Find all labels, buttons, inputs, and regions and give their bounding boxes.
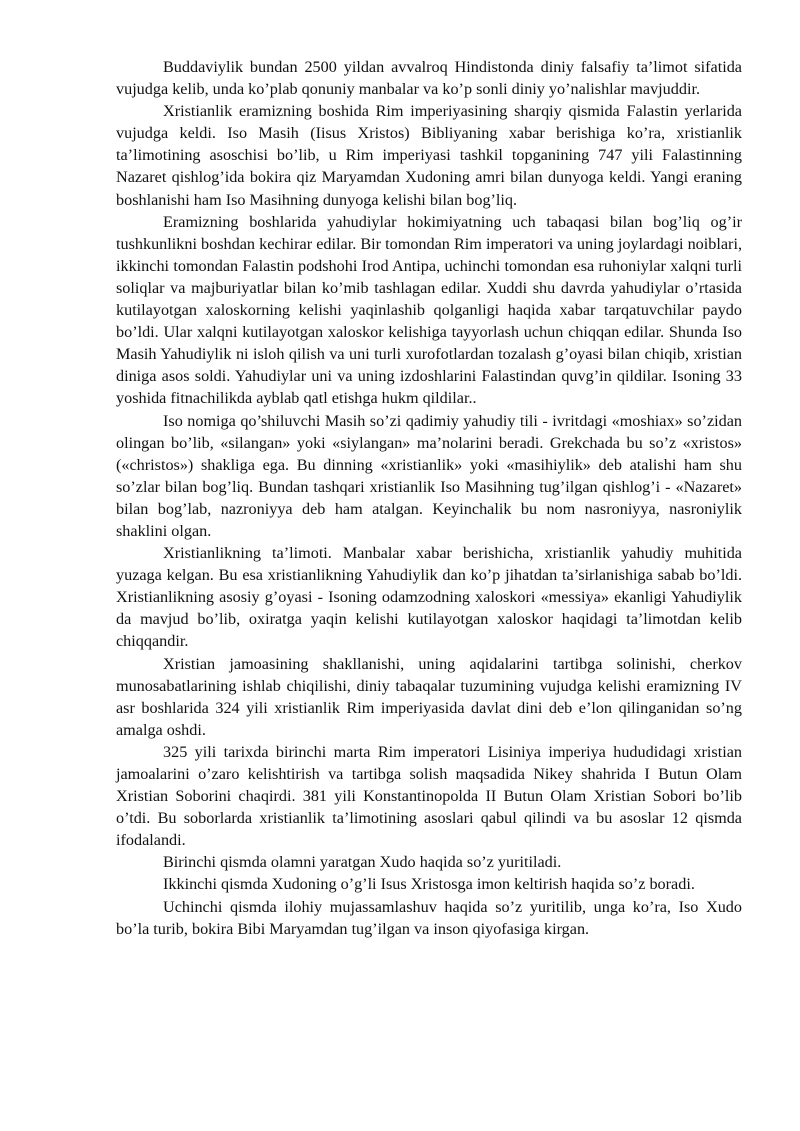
paragraph-christian-doctrine: Xristianlikning ta’limoti. Manbalar xabar berishicha, xristianlik yahudiy muhitida yuzaga kelgan. Bu esa xristianlikning Yahudiylik dan ko’p jihatdan ta’sirlanishiga sabab bo’ldi. Xristianlikning asosiy g’oyasi - Isoning odamzodning xaloskori «messiya» ekanligi Yahudiylik da mavjud bo’lib, oxiratga yaqin kelishi kutilayotgan xaloskor haqidagi ta’limotdan kelib chiqqandir. <box>116 544 742 651</box>
paragraph-buddhism: Buddaviylik bundan 2500 yildan avvalroq Hindistonda diniy falsafiy ta’limot sifatida vujudga kelib, unda ko’plab qonuniy manbalar va ko’p sonli diniy yo’nalishlar mavjuddir. <box>116 58 742 99</box>
paragraph-name-messiah: Iso nomiga qo’shiluvchi Masih so’zi qadimiy yahudiy tili - ivritdagi «moshiax» so’zidan olingan bo’lib, «silangan» yoki «siylangan» ma’nolarini beradi. Grekchada bu so’z «xristos» («christos») shakliga ega. Bu dinning «xristianlik» yoki «masihiylik» deb atalishi ham shu so’zlar bilan bog’liq. Bundan tashqari xristianlik Iso Masihning tug’ilgan qishlog’i - «Nazaret» bilan bog’lab, nazroniyya deb ham atalgan. Keyinchalik bu nom nasroniyya, nasroniylik shaklini olgan. <box>116 411 742 540</box>
paragraph-jewish-hardship: Eramizning boshlarida yahudiylar hokimiyatning uch tabaqasi bilan bog’liq og’ir tushkunlikni boshdan kechirar edilar. Bir tomondan Rim imperatori va uning joylardagi noiblari, ikkinchi tomondan Falastin podshohi Irod Antipa, uchinchi tomondan esa ruhoniylar xalqni turli soliqlar va majburiyatlar bilan ko’mib tashlagan edilar. Xuddi shu davrda yahudiylar o’rtasida kutilayotgan xaloskorning kelishi yaqinlashib qolganligi haqida xabar tarqatuvchilar paydo bo’ldi. Ular xalqni kutilayotgan xaloskor kelishiga tayyorlash uchun chiqqan edilar. Shunda Iso Masih Yahudiylik ni isloh qilish va uni turli xurofotlardan tozalash g’oyasi bilan chiqib, xristian diniga asos soldi. Yahudiylar uni va uning izdoshlarini Falastindan quvg’in qildilar. Isoning 33 yoshida fitnachilikda ayblab qatl etishga hukm qildilar.. <box>116 212 742 408</box>
paragraph-councils: 325 yili tarixda birinchi marta Rim imperatori Lisiniya imperiya hududidagi xristian jamoalarini o’zaro kelishtirish va tartibga solish maqsadida Nikey shahrida I Butun Olam Xristian Soborini chaqirdi. 381 yili Konstantinopolda II Butun Olam Xristian Sobori bo’lib o’tdi. Bu soborlarda xristianlik ta’limotining asoslari qabul qilindi va bu asoslar 12 qismda ifodalandi. <box>116 742 742 850</box>
paragraph-part-three: Uchinchi qismda ilohiy mujassamlashuv haqida so’z yuritilib, unga ko’ra, Iso Xudo bo’la turib, bokira Bibi Maryamdan tug’ilgan va inson qiyofasiga kirgan. <box>116 897 742 938</box>
paragraph-community-formation: Xristian jamoasining shakllanishi, uning aqidalarini tartibga solinishi, cherkov munosabatlarining ishlab chiqilishi, diniy tabaqalar tuzumining vujudga kelishi eramizning IV asr boshlarida 324 yili xristianlik Rim imperiyasida davlat dini deb e’lon qilinganidan so’ng amalga oshdi. <box>116 654 742 739</box>
paragraph-christianity-origin: Xristianlik eramizning boshida Rim imperiyasining sharqiy qismida Falastin yerlarida vujudga keldi. Iso Masih (Iisus Xristos) Bibliyaning xabar berishiga ko’ra, xristianlik ta’limotining asoschisi bo’lib, u Rim imperiyasi tashkil topganining 747 yili Falastinning Nazaret qishlog’ida bokira qiz Maryamdan Xudoning amri bilan dunyoga keldi. Yangi eraning boshlanishi ham Iso Masihning dunyoga kelishi bilan bog’liq. <box>116 102 742 209</box>
paragraph-part-one: Birinchi qismda olamni yaratgan Xudo haqida so’z yuritiladi. <box>163 853 562 872</box>
document-page <box>116 56 742 940</box>
paragraph-part-two: Ikkinchi qismda Xudoning o’g’li Isus Xristosga imon keltirish haqida so’z boradi. <box>163 875 695 894</box>
